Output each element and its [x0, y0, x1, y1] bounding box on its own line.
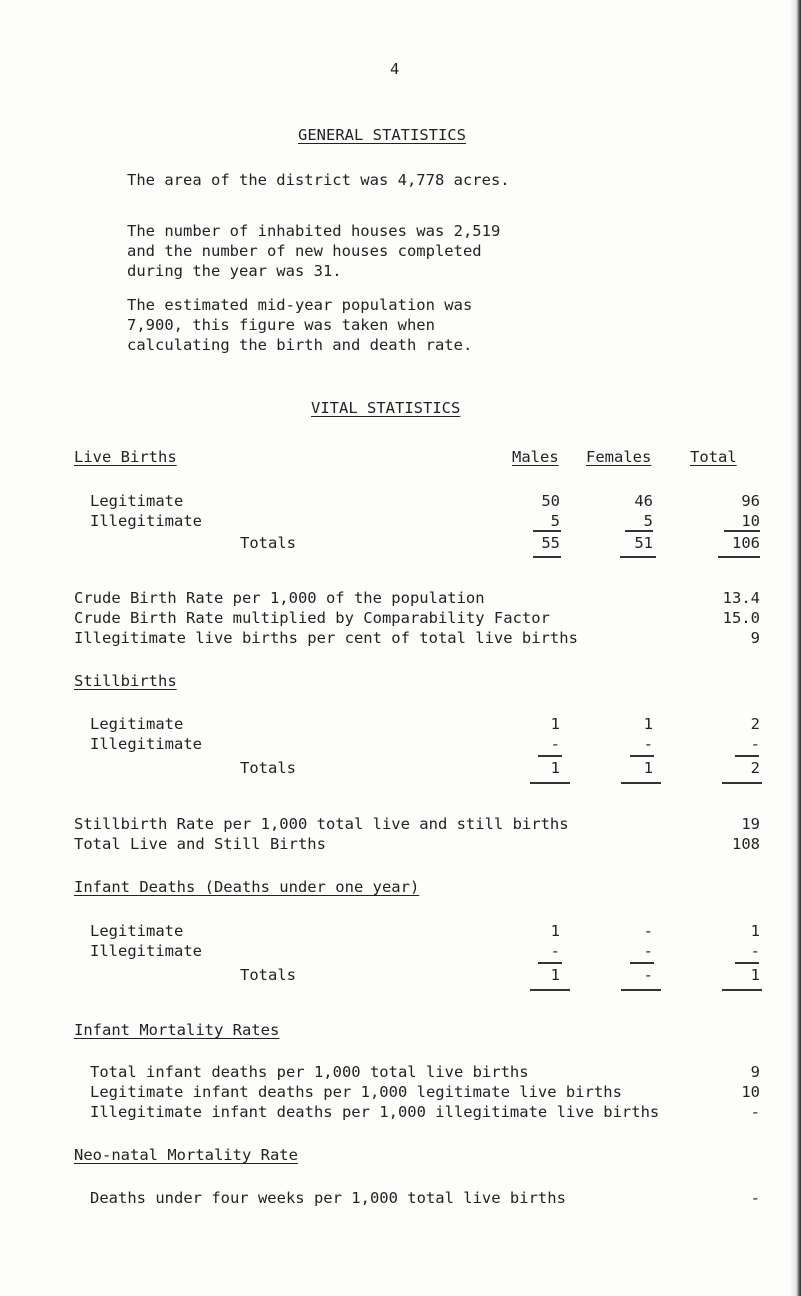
- houses-line-1: The number of inhabited houses was 2,519: [127, 222, 501, 240]
- page-edge-shadow: [789, 0, 801, 1296]
- sb-legitimate-males: 1: [550, 715, 560, 733]
- lb-totals-rule-males: [533, 556, 561, 558]
- stillbirths-label: Stillbirths: [74, 672, 177, 690]
- id-rule-females: [630, 962, 654, 964]
- neonatal-rate-value: -: [750, 1189, 760, 1207]
- lb-totals-total: 106: [732, 534, 760, 552]
- houses-line-2: and the number of new houses completed: [127, 242, 482, 260]
- rate-crude-birth-label: Crude Birth Rate per 1,000 of the population: [74, 589, 485, 607]
- infant-mortality-label: Infant Mortality Rates: [74, 1021, 280, 1039]
- id-illegitimate-males: -: [550, 942, 560, 960]
- rate-comparability-label: Crude Birth Rate multiplied by Comparability Factor: [74, 609, 550, 627]
- houses-line-3: during the year was 31.: [127, 262, 342, 280]
- lb-illegitimate-males: 5: [550, 512, 560, 530]
- general-statistics-heading: GENERAL STATISTICS: [298, 126, 466, 144]
- lb-totals-rule-total: [718, 556, 760, 558]
- stillbirth-rate-value: 19: [741, 815, 760, 833]
- lb-legitimate-females: 46: [634, 492, 653, 510]
- lb-totals-rule-females: [620, 556, 656, 558]
- id-legitimate-males: 1: [550, 922, 560, 940]
- id-legitimate-females: -: [643, 922, 653, 940]
- header-males: Males: [512, 448, 559, 466]
- header-total: Total: [690, 448, 737, 466]
- population-line-1: The estimated mid-year population was: [127, 296, 473, 314]
- lb-illegitimate-females: 5: [643, 512, 653, 530]
- sb-totals-rule-females: [621, 782, 661, 784]
- sb-illegitimate-females: -: [643, 735, 653, 753]
- population-line-2: 7,900, this figure was taken when: [127, 316, 435, 334]
- sb-legitimate-label: Legitimate: [90, 715, 184, 733]
- sb-rule-males: [538, 755, 562, 757]
- sb-legitimate-females: 1: [643, 715, 653, 733]
- sb-totals-females: 1: [643, 759, 653, 777]
- lb-legitimate-label: Legitimate: [90, 492, 184, 510]
- rate-comparability-value: 15.0: [722, 609, 760, 627]
- sb-totals-males: 1: [550, 759, 560, 777]
- lb-legitimate-males: 50: [541, 492, 560, 510]
- sb-rule-total: [735, 755, 759, 757]
- lb-rule-total: [724, 530, 760, 532]
- vital-statistics-heading: VITAL STATISTICS: [311, 399, 461, 417]
- header-females: Females: [586, 448, 652, 466]
- id-legitimate-total: 1: [750, 922, 760, 940]
- lb-totals-males: 55: [541, 534, 560, 552]
- infant-deaths-label: Infant Deaths (Deaths under one year): [74, 878, 420, 896]
- id-totals-females: -: [643, 966, 653, 984]
- id-legitimate-label: Legitimate: [90, 922, 184, 940]
- im-legitimate-value: 10: [741, 1083, 760, 1101]
- id-totals-rule-total: [722, 989, 762, 991]
- area-text: The area of the district was 4,778 acres.: [127, 171, 510, 189]
- id-illegitimate-total: -: [750, 942, 760, 960]
- id-totals-total: 1: [750, 966, 760, 984]
- sb-illegitimate-total: -: [750, 735, 760, 753]
- lb-rule-males: [533, 530, 561, 532]
- lb-totals-label: Totals: [240, 534, 296, 552]
- population-line-3: calculating the birth and death rate.: [127, 336, 473, 354]
- total-live-still-value: 108: [732, 835, 760, 853]
- total-live-still-label: Total Live and Still Births: [74, 835, 326, 853]
- id-illegitimate-label: Illegitimate: [90, 942, 202, 960]
- id-totals-males: 1: [550, 966, 560, 984]
- id-totals-label: Totals: [240, 966, 296, 984]
- im-total-label: Total infant deaths per 1,000 total live births: [90, 1063, 529, 1081]
- sb-rule-females: [630, 755, 654, 757]
- lb-legitimate-total: 96: [741, 492, 760, 510]
- id-rule-males: [538, 962, 562, 964]
- rate-illegitimate-value: 9: [750, 629, 760, 647]
- id-illegitimate-females: -: [643, 942, 653, 960]
- im-total-value: 9: [750, 1063, 760, 1081]
- im-legitimate-label: Legitimate infant deaths per 1,000 legitimate live births: [90, 1083, 622, 1101]
- lb-totals-females: 51: [634, 534, 653, 552]
- sb-totals-rule-males: [530, 782, 570, 784]
- im-illegitimate-label: Illegitimate infant deaths per 1,000 illegitimate live births: [90, 1103, 660, 1121]
- id-totals-rule-males: [530, 989, 570, 991]
- lb-rule-females: [625, 530, 653, 532]
- sb-legitimate-total: 2: [750, 715, 760, 733]
- neonatal-label: Neo-natal Mortality Rate: [74, 1146, 298, 1164]
- im-illegitimate-value: -: [750, 1103, 760, 1121]
- sb-illegitimate-label: Illegitimate: [90, 735, 202, 753]
- stillbirth-rate-label: Stillbirth Rate per 1,000 total live and still births: [74, 815, 569, 833]
- sb-illegitimate-males: -: [550, 735, 560, 753]
- neonatal-rate-label: Deaths under four weeks per 1,000 total live births: [90, 1189, 566, 1207]
- id-totals-rule-females: [621, 989, 661, 991]
- page-number: 4: [390, 60, 400, 78]
- rate-illegitimate-label: Illegitimate live births per cent of total live births: [74, 629, 578, 647]
- lb-illegitimate-label: Illegitimate: [90, 512, 202, 530]
- sb-totals-label: Totals: [240, 759, 296, 777]
- lb-illegitimate-total: 10: [741, 512, 760, 530]
- sb-totals-rule-total: [722, 782, 762, 784]
- live-births-label: Live Births: [74, 448, 177, 466]
- sb-totals-total: 2: [750, 759, 760, 777]
- rate-crude-birth-value: 13.4: [722, 589, 760, 607]
- id-rule-total: [735, 962, 759, 964]
